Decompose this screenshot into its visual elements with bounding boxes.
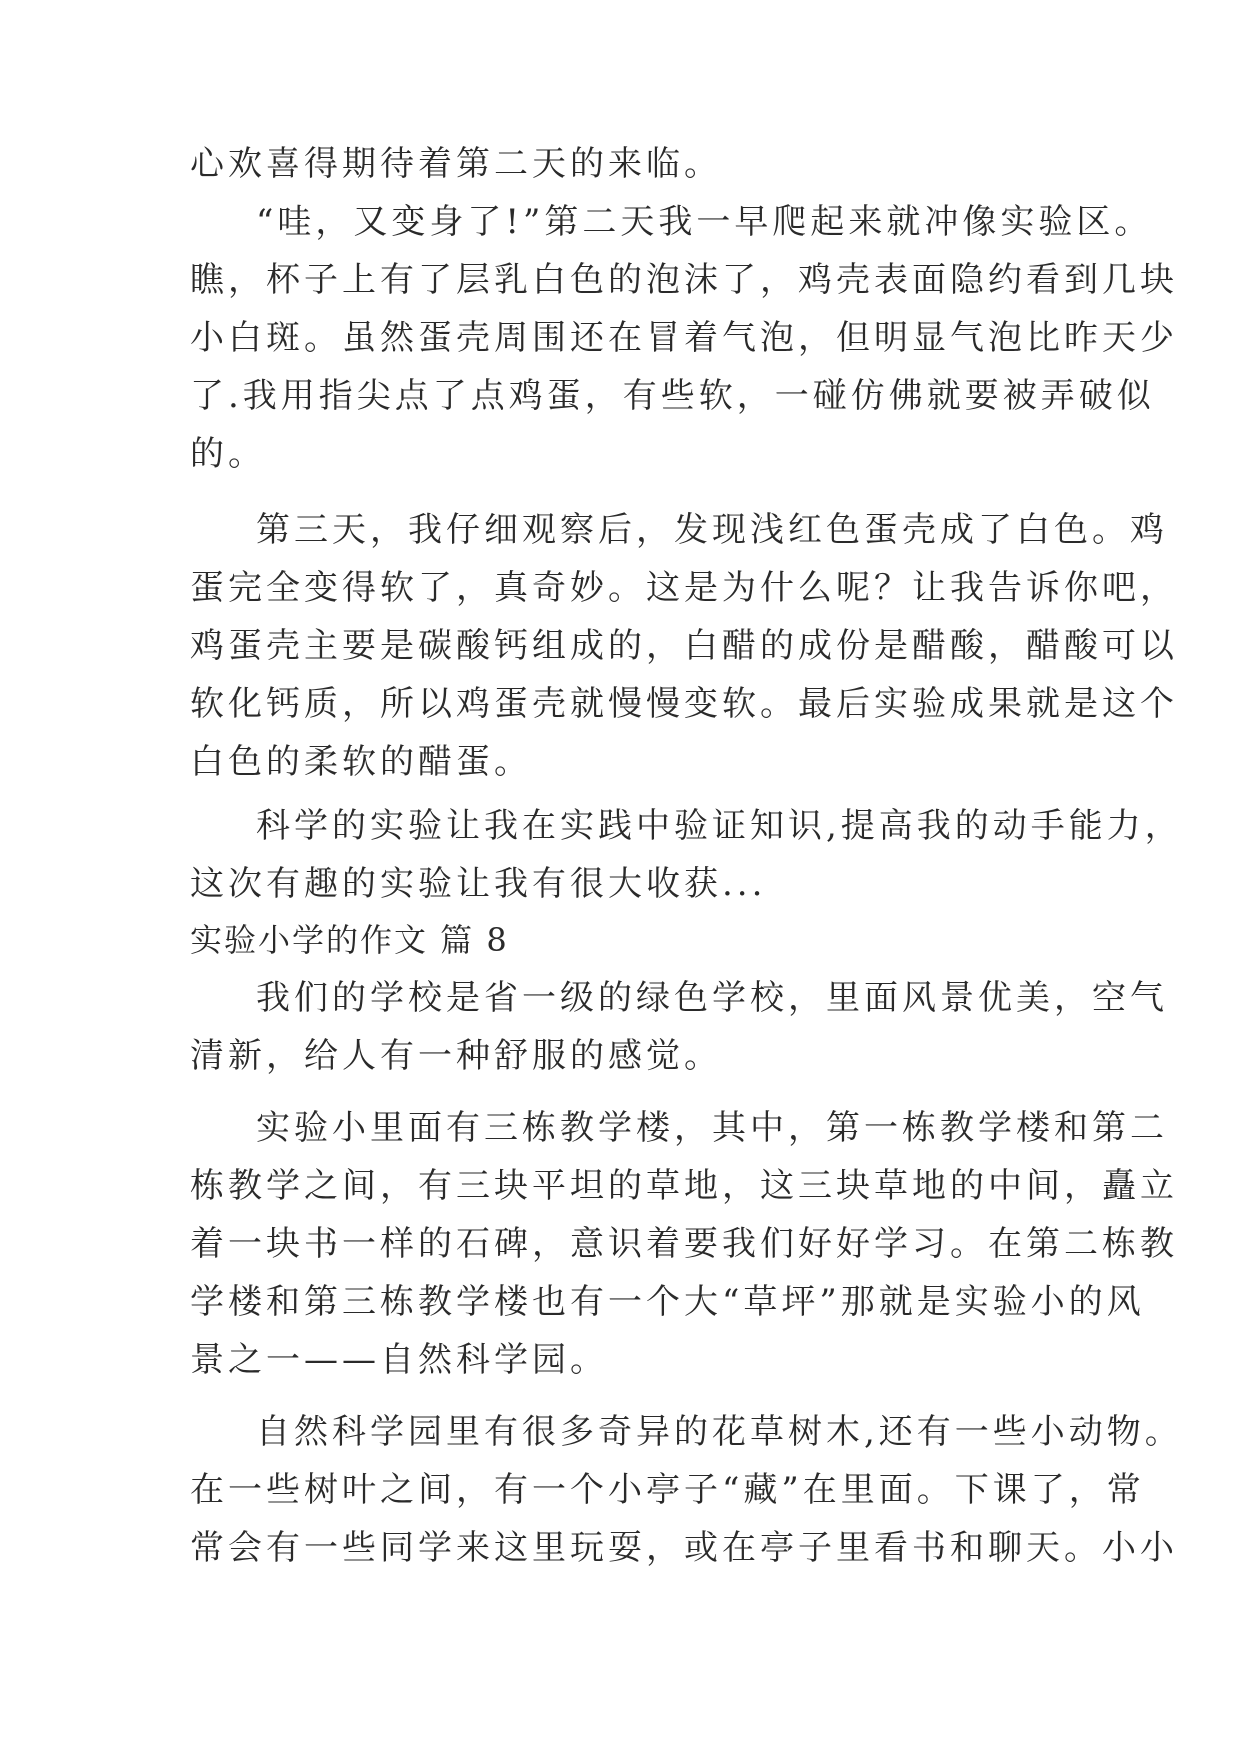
text-line: 着一块书一样的石碑，意识着要我们好好学习。在第二栋教 (190, 1224, 1178, 1264)
text-line: 常会有一些同学来这里玩耍，或在亭子里看书和聊天。小小 (190, 1528, 1178, 1568)
paragraph-first-line: 第三天，我仔细观察后，发现浅红色蛋壳成了白色。鸡 (256, 510, 1168, 550)
text-line: 心欢喜得期待着第二天的来临。 (190, 144, 722, 184)
paragraph-first-line: “哇，又变身了!”第二天我一早爬起来就冲像实验区。 (256, 202, 1153, 242)
text-line: 清新，给人有一种舒服的感觉。 (190, 1036, 722, 1076)
text-line: 小白斑。虽然蛋壳周围还在冒着气泡，但明显气泡比昨天少 (190, 318, 1178, 358)
text-line: 这次有趣的实验让我有很大收获... (190, 864, 767, 904)
text-line: 白色的柔软的醋蛋。 (190, 742, 532, 782)
text-line: 蛋完全变得软了，真奇妙。这是为什么呢？让我告诉你吧， (190, 568, 1178, 608)
text-line: 景之一——自然科学园。 (190, 1340, 608, 1380)
paragraph-first-line: 我们的学校是省一级的绿色学校，里面风景优美，空气 (256, 978, 1168, 1018)
text-line: 在一些树叶之间，有一个小亭子“藏”在里面。下课了，常 (190, 1470, 1145, 1510)
text-line: 鸡蛋壳主要是碳酸钙组成的，白醋的成份是醋酸，醋酸可以 (190, 626, 1178, 666)
paragraph-first-line: 自然科学园里有很多奇异的花草树木,还有一些小动物。 (256, 1412, 1183, 1452)
text-line: 瞧，杯子上有了层乳白色的泡沫了，鸡壳表面隐约看到几块 (190, 260, 1178, 300)
paragraph-first-line: 科学的实验让我在实践中验证知识,提高我的动手能力， (256, 806, 1183, 846)
paragraph-first-line: 实验小里面有三栋教学楼，其中，第一栋教学楼和第二 (256, 1108, 1168, 1148)
text-line: 了.我用指尖点了点鸡蛋，有些软，一碰仿佛就要被弄破似 (190, 376, 1155, 416)
text-line: 栋教学之间，有三块平坦的草地，这三块草地的中间，矗立 (190, 1166, 1178, 1206)
text-line: 的。 (190, 434, 266, 474)
section-heading: 实验小学的作文 篇 8 (190, 921, 509, 959)
text-line: 学楼和第三栋教学楼也有一个大“草坪”那就是实验小的风 (190, 1282, 1145, 1322)
text-line: 软化钙质，所以鸡蛋壳就慢慢变软。最后实验成果就是这个 (190, 684, 1178, 724)
